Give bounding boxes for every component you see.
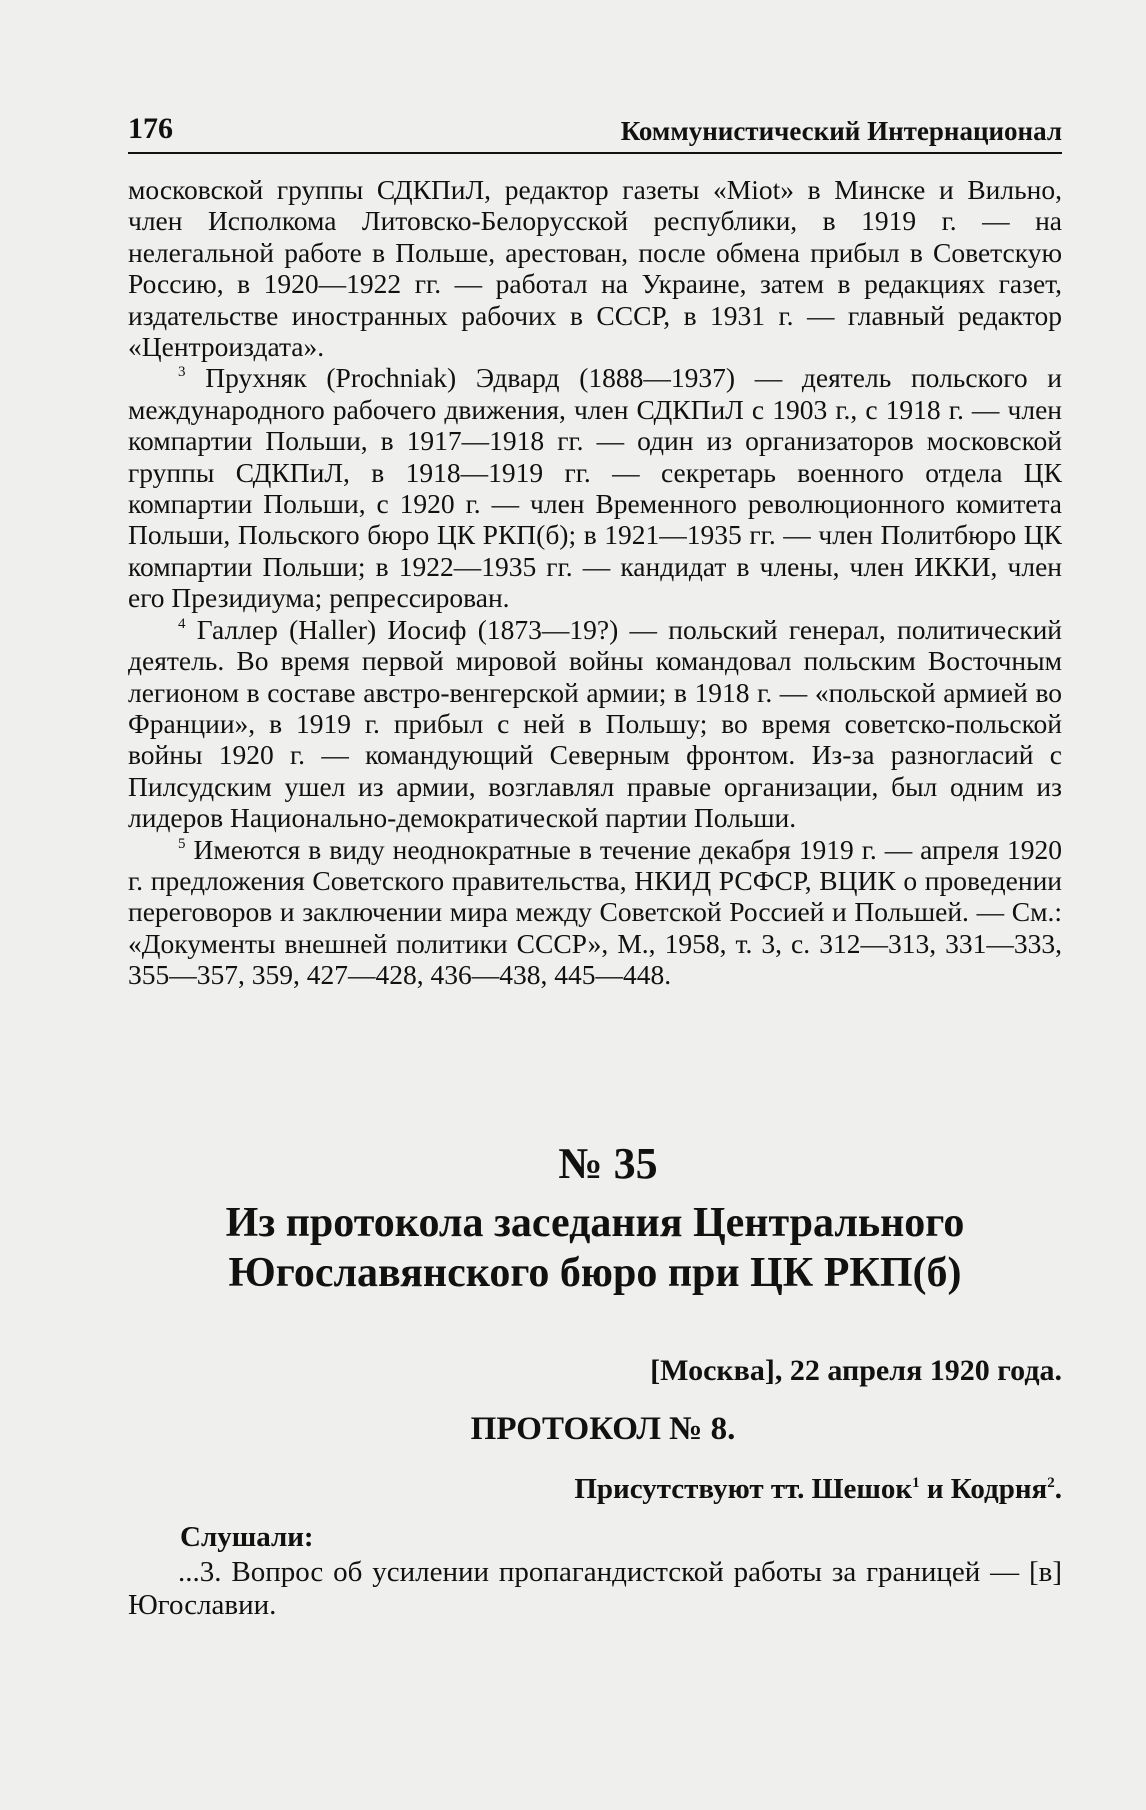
attendees-name: и Кодрня [919,1473,1048,1505]
agenda-item [128,1556,1062,1622]
agenda-item-text: ...3. Вопрос об усилении пропагандистской работы за границей — [в] Югославии. [128,1556,1062,1621]
page-number: 176 [128,112,173,145]
footnote-continuation: московской группы СДКПиЛ, редактор газеты «Miot» в Минске и Вильно, член Исполкома Литовско-Белорусской республики, в 1919 г. — на нелегальной работе в Польше, арестован, после обмена прибыл в Советскую Россию, в 1920—1922 гг. — работал на Украине, затем в редакциях газет, издательстве иностранных рабочих в СССР, в 1931 г. — главный редактор «Центроиздата». [128,174,1062,363]
footnote-mark: 3 [178,364,186,381]
attendees-prefix: Присутствуют тт. Шешок [574,1473,913,1505]
heard-label: Слушали: [180,1521,314,1553]
footnote-mark: 4 [178,615,186,632]
footnote-5 [128,834,1062,991]
attendees-line [574,1473,1062,1506]
document-title: Из протокола заседания Центрального Югославянского бюро при ЦК РКП(б) [225,1200,965,1296]
footnote-text: Прухняк (Prochniak) Эдвард (1888—1937) — деятель польского и международного рабочего движения, член СДКПиЛ с 1903 г., с 1918 г. — член компартии Польши, в 1917—1918 гг. — один из организаторов московской группы СДКПиЛ, в 1918—1919 гг. — секретарь военного отдела ЦК компартии Польши, с 1920 г. — член Временного революционного комитета Польши, Польского бюро ЦК РКП(б); в 1921—1935 гг. — член Политбюро ЦК компартии Польши; в 1922—1935 гг. — кандидат в члены, член ИККИ, член его Президиума; репрессирован. [128,362,1063,614]
document-number: № 35 [558,1139,658,1188]
footnote-text: Галлер (Haller) Иосиф (1873—19?) — польский генерал, политический деятель. Во время первой мировой войны командовал польским Восточным легионом в составе австро-венгерской армии; в 1918 г. — «польской армией во Франции», в 1919 г. прибыл с ней в Польшу; во время советско-польской войны 1920 г. — командующий Северным фронтом. Из-за разногласий с Пилсудским ушел из армии, возглавлял правые организации, был одним из лидеров Национально-демократической партии Польши. [128,613,1063,834]
footnote-mark: 2 [1047,1475,1055,1491]
document-date: [Москва], 22 апреля 1920 года. [650,1354,1062,1387]
footnote-4 [128,614,1062,834]
footnote-text: Имеются в виду неоднократные в течение декабря 1919 г. — апреля 1920 г. предложения Советского правительства, НКИД РСФСР, ВЦИК о проведении переговоров и заключении мира между Советской Россией и Польшей. — См.: «Документы внешней политики СССР», М., 1958, т. 3, с. 312—313, 331—333, 355—357, 359, 427—428, 436—438, 445—448. [128,833,1063,991]
page-header [128,112,1062,154]
attendees-end: . [1054,1473,1062,1505]
footnotes-block [128,174,1062,991]
protocol-heading: ПРОТОКОЛ № 8. [470,1411,736,1447]
footnote-3 [128,362,1062,613]
footnote-mark: 1 [912,1475,920,1491]
footnote-mark: 5 [178,835,186,852]
running-title: Коммунистический Интернационал [620,116,1062,146]
